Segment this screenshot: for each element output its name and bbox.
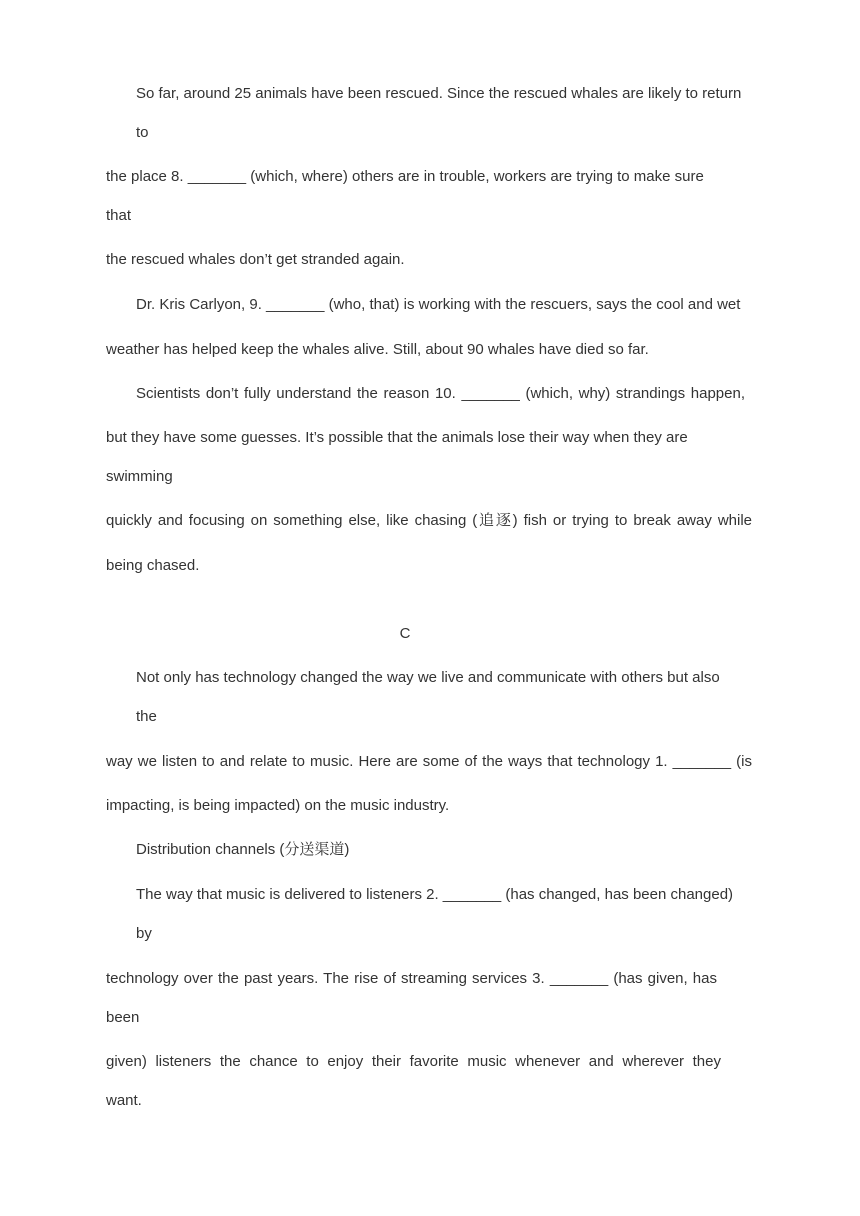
passage-b-line-6: Dr. Kris Carlyon, 9. _______ (who, that) is working with the rescuers, says the cool and wet: [136, 296, 741, 313]
passage-c-line-3: way we listen to and relate to music. Here are some of the ways that technology 1. _______ (is: [106, 753, 752, 770]
section-heading: C: [399, 625, 411, 642]
passage-c-line-1: Not only has technology changed the way we live and communicate with others but also: [136, 669, 720, 686]
passage-c-line-2: the: [136, 708, 157, 725]
passage-b-line-10: swimming: [106, 468, 173, 485]
passage-b-line-9: but they have some guesses. It’s possible that the animals lose their way when they are: [106, 429, 688, 446]
passage-b-line-8: Scientists don’t fully understand the reason 10. _______ (which, why) strandings happen,: [136, 385, 745, 402]
passage-b-line-11: quickly and focusing on something else, like chasing (追逐) fish or trying to break away while: [106, 512, 752, 529]
passage-c-line-8: technology over the past years. The rise of streaming services 3. _______ (has given, has: [106, 970, 717, 987]
passage-b-line-12: being chased.: [106, 557, 200, 574]
passage-b-line-5: the rescued whales don’t get stranded again.: [106, 251, 405, 268]
passage-c-line-7: by: [136, 925, 152, 942]
passage-b-line-2: to: [136, 124, 149, 141]
passage-c-line-11: want.: [106, 1092, 142, 1109]
passage-c-line-10: given) listeners the chance to enjoy their favorite music whenever and wherever they: [106, 1053, 721, 1070]
passage-c-line-4: impacting, is being impacted) on the music industry.: [106, 797, 450, 814]
passage-c-line-9: been: [106, 1009, 140, 1026]
passage-b-line-3: the place 8. _______ (which, where) others are in trouble, workers are trying to make sure: [106, 168, 704, 185]
passage-c-line-5: Distribution channels (分送渠道): [136, 841, 350, 858]
passage-b-line-4: that: [106, 207, 132, 224]
passage-b-line-1: So far, around 25 animals have been rescued. Since the rescued whales are likely to return: [136, 85, 742, 102]
passage-b-line-7: weather has helped keep the whales alive. Still, about 90 whales have died so far.: [106, 341, 649, 358]
passage-c-line-6: The way that music is delivered to listeners 2. _______ (has changed, has been changed): [136, 886, 734, 903]
